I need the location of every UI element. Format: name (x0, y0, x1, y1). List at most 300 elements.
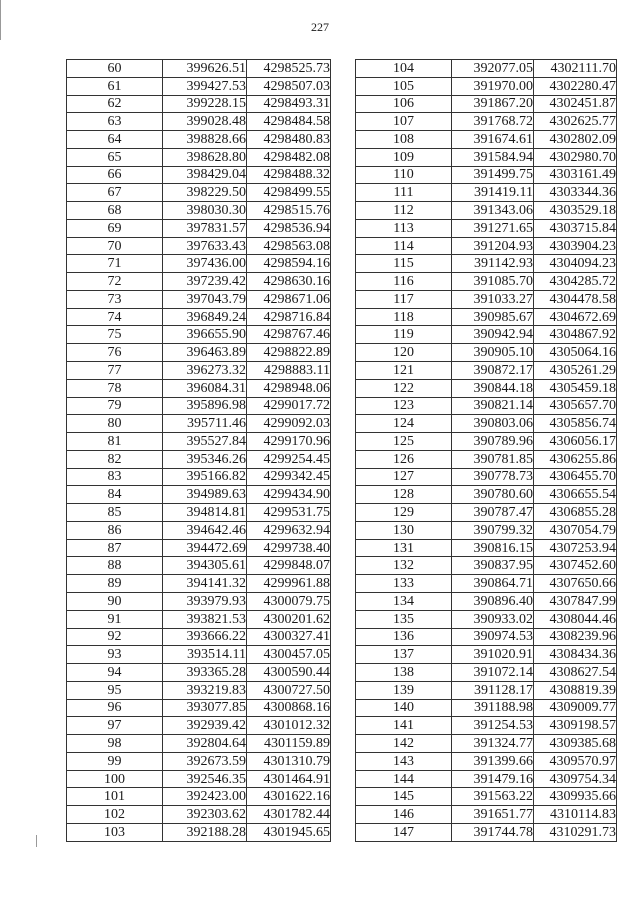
x-coordinate-cell: 393979.93 (163, 592, 247, 610)
y-coordinate-cell: 4303529.18 (534, 202, 617, 220)
table-row (67, 681, 331, 699)
point-number-cell: 142 (356, 735, 452, 753)
x-coordinate-cell: 391867.20 (452, 95, 534, 113)
x-coordinate-cell: 393514.11 (163, 646, 247, 664)
coordinate-table-right (355, 59, 617, 842)
x-coordinate-cell: 391499.75 (452, 166, 534, 184)
point-number-cell: 61 (67, 77, 163, 95)
point-number-cell: 109 (356, 148, 452, 166)
x-coordinate-cell: 398828.66 (163, 131, 247, 149)
x-coordinate-cell: 391324.77 (452, 735, 534, 753)
point-number-cell: 143 (356, 752, 452, 770)
table-row (356, 486, 617, 504)
table-row (67, 504, 331, 522)
x-coordinate-cell: 390942.94 (452, 326, 534, 344)
x-coordinate-cell: 390780.60 (452, 486, 534, 504)
table-row (356, 219, 617, 237)
table-row (67, 450, 331, 468)
point-number-cell: 82 (67, 450, 163, 468)
table-row (356, 131, 617, 149)
y-coordinate-cell: 4298480.83 (247, 131, 331, 149)
point-number-cell: 111 (356, 184, 452, 202)
x-coordinate-cell: 390821.14 (452, 397, 534, 415)
y-coordinate-cell: 4298594.16 (247, 255, 331, 273)
y-coordinate-cell: 4306855.28 (534, 504, 617, 522)
y-coordinate-cell: 4306056.17 (534, 433, 617, 451)
x-coordinate-cell: 394141.32 (163, 575, 247, 593)
table-row (67, 379, 331, 397)
x-coordinate-cell: 390799.32 (452, 521, 534, 539)
x-coordinate-cell: 395527.84 (163, 433, 247, 451)
point-number-cell: 131 (356, 539, 452, 557)
x-coordinate-cell: 392546.35 (163, 770, 247, 788)
table-row (356, 770, 617, 788)
x-coordinate-cell: 398429.04 (163, 166, 247, 184)
y-coordinate-cell: 4301622.16 (247, 788, 331, 806)
table-row (356, 415, 617, 433)
x-coordinate-cell: 392673.59 (163, 752, 247, 770)
table-row (67, 699, 331, 717)
y-coordinate-cell: 4298482.08 (247, 148, 331, 166)
y-coordinate-cell: 4303344.36 (534, 184, 617, 202)
y-coordinate-cell: 4308627.54 (534, 664, 617, 682)
y-coordinate-cell: 4298515.76 (247, 202, 331, 220)
y-coordinate-cell: 4304867.92 (534, 326, 617, 344)
y-coordinate-cell: 4309009.77 (534, 699, 617, 717)
table-row (67, 326, 331, 344)
table-row (356, 326, 617, 344)
x-coordinate-cell: 395166.82 (163, 468, 247, 486)
y-coordinate-cell: 4300079.75 (247, 592, 331, 610)
x-coordinate-cell: 392188.28 (163, 823, 247, 841)
x-coordinate-cell: 392303.62 (163, 806, 247, 824)
x-coordinate-cell: 397436.00 (163, 255, 247, 273)
y-coordinate-cell: 4300457.05 (247, 646, 331, 664)
x-coordinate-cell: 393821.53 (163, 610, 247, 628)
point-number-cell: 100 (67, 770, 163, 788)
point-number-cell: 65 (67, 148, 163, 166)
x-coordinate-cell: 391085.70 (452, 273, 534, 291)
x-coordinate-cell: 398229.50 (163, 184, 247, 202)
table-row (356, 681, 617, 699)
y-coordinate-cell: 4305856.74 (534, 415, 617, 433)
table-row (67, 95, 331, 113)
x-coordinate-cell: 390985.67 (452, 308, 534, 326)
table-row (356, 237, 617, 255)
y-coordinate-cell: 4310291.73 (534, 823, 617, 841)
point-number-cell: 126 (356, 450, 452, 468)
table-row (67, 575, 331, 593)
scan-edge-mark (36, 835, 37, 847)
point-number-cell: 88 (67, 557, 163, 575)
y-coordinate-cell: 4308044.46 (534, 610, 617, 628)
table-row (67, 752, 331, 770)
x-coordinate-cell: 391970.00 (452, 77, 534, 95)
x-coordinate-cell: 392939.42 (163, 717, 247, 735)
x-coordinate-cell: 391584.94 (452, 148, 534, 166)
point-number-cell: 84 (67, 486, 163, 504)
point-number-cell: 81 (67, 433, 163, 451)
point-number-cell: 62 (67, 95, 163, 113)
point-number-cell: 114 (356, 237, 452, 255)
y-coordinate-cell: 4298536.94 (247, 219, 331, 237)
table-row (356, 202, 617, 220)
x-coordinate-cell: 395346.26 (163, 450, 247, 468)
point-number-cell: 79 (67, 397, 163, 415)
table-row (356, 344, 617, 362)
point-number-cell: 77 (67, 362, 163, 380)
table-row (356, 557, 617, 575)
y-coordinate-cell: 4299342.45 (247, 468, 331, 486)
y-coordinate-cell: 4300201.62 (247, 610, 331, 628)
table-row (356, 735, 617, 753)
y-coordinate-cell: 4298563.08 (247, 237, 331, 255)
y-coordinate-cell: 4305657.70 (534, 397, 617, 415)
point-number-cell: 70 (67, 237, 163, 255)
point-number-cell: 115 (356, 255, 452, 273)
y-coordinate-cell: 4307253.94 (534, 539, 617, 557)
x-coordinate-cell: 399028.48 (163, 113, 247, 131)
x-coordinate-cell: 390803.06 (452, 415, 534, 433)
y-coordinate-cell: 4298948.06 (247, 379, 331, 397)
x-coordinate-cell: 394814.81 (163, 504, 247, 522)
table-row (67, 166, 331, 184)
point-number-cell: 112 (356, 202, 452, 220)
y-coordinate-cell: 4299531.75 (247, 504, 331, 522)
x-coordinate-cell: 391399.66 (452, 752, 534, 770)
x-coordinate-cell: 390781.85 (452, 450, 534, 468)
table-row (67, 664, 331, 682)
table-row (356, 113, 617, 131)
x-coordinate-cell: 394305.61 (163, 557, 247, 575)
x-coordinate-cell: 399228.15 (163, 95, 247, 113)
y-coordinate-cell: 4298671.06 (247, 290, 331, 308)
point-number-cell: 136 (356, 628, 452, 646)
table-row (356, 255, 617, 273)
x-coordinate-cell: 391343.06 (452, 202, 534, 220)
y-coordinate-cell: 4301310.79 (247, 752, 331, 770)
table-row (356, 592, 617, 610)
y-coordinate-cell: 4305261.29 (534, 362, 617, 380)
point-number-cell: 104 (356, 60, 452, 78)
y-coordinate-cell: 4299170.96 (247, 433, 331, 451)
point-number-cell: 89 (67, 575, 163, 593)
table-row (67, 273, 331, 291)
table-row (356, 717, 617, 735)
table-row (67, 770, 331, 788)
y-coordinate-cell: 4298484.58 (247, 113, 331, 131)
point-number-cell: 68 (67, 202, 163, 220)
table-row (67, 362, 331, 380)
point-number-cell: 93 (67, 646, 163, 664)
point-number-cell: 107 (356, 113, 452, 131)
y-coordinate-cell: 4301012.32 (247, 717, 331, 735)
table-row (356, 628, 617, 646)
x-coordinate-cell: 391142.93 (452, 255, 534, 273)
y-coordinate-cell: 4304672.69 (534, 308, 617, 326)
x-coordinate-cell: 393077.85 (163, 699, 247, 717)
y-coordinate-cell: 4303715.84 (534, 219, 617, 237)
x-coordinate-cell: 391651.77 (452, 806, 534, 824)
x-coordinate-cell: 391419.11 (452, 184, 534, 202)
table-row (67, 60, 331, 78)
y-coordinate-cell: 4309385.68 (534, 735, 617, 753)
table-row (67, 521, 331, 539)
y-coordinate-cell: 4298822.89 (247, 344, 331, 362)
point-number-cell: 102 (67, 806, 163, 824)
x-coordinate-cell: 396849.24 (163, 308, 247, 326)
table-row (67, 557, 331, 575)
y-coordinate-cell: 4298525.73 (247, 60, 331, 78)
point-number-cell: 74 (67, 308, 163, 326)
point-number-cell: 103 (67, 823, 163, 841)
y-coordinate-cell: 4308239.96 (534, 628, 617, 646)
point-number-cell: 66 (67, 166, 163, 184)
table-row (356, 699, 617, 717)
x-coordinate-cell: 391128.17 (452, 681, 534, 699)
y-coordinate-cell: 4306255.86 (534, 450, 617, 468)
table-row (356, 823, 617, 841)
point-number-cell: 92 (67, 628, 163, 646)
table-row (356, 362, 617, 380)
x-coordinate-cell: 393666.22 (163, 628, 247, 646)
y-coordinate-cell: 4301464.91 (247, 770, 331, 788)
point-number-cell: 113 (356, 219, 452, 237)
table-row (67, 308, 331, 326)
point-number-cell: 117 (356, 290, 452, 308)
table-row (356, 806, 617, 824)
table-row (356, 664, 617, 682)
x-coordinate-cell: 393365.28 (163, 664, 247, 682)
x-coordinate-cell: 394989.63 (163, 486, 247, 504)
point-number-cell: 116 (356, 273, 452, 291)
table-row (356, 752, 617, 770)
point-number-cell: 64 (67, 131, 163, 149)
x-coordinate-cell: 391020.91 (452, 646, 534, 664)
y-coordinate-cell: 4300590.44 (247, 664, 331, 682)
x-coordinate-cell: 391744.78 (452, 823, 534, 841)
table-row (356, 290, 617, 308)
table-row (67, 788, 331, 806)
point-number-cell: 124 (356, 415, 452, 433)
x-coordinate-cell: 390787.47 (452, 504, 534, 522)
coordinate-table-left (66, 59, 331, 842)
x-coordinate-cell: 390864.71 (452, 575, 534, 593)
point-number-cell: 97 (67, 717, 163, 735)
point-number-cell: 130 (356, 521, 452, 539)
point-number-cell: 67 (67, 184, 163, 202)
y-coordinate-cell: 4309935.66 (534, 788, 617, 806)
table-row (67, 628, 331, 646)
y-coordinate-cell: 4299254.45 (247, 450, 331, 468)
table-row (67, 202, 331, 220)
table-row (356, 433, 617, 451)
y-coordinate-cell: 4298716.84 (247, 308, 331, 326)
table-row (356, 610, 617, 628)
point-number-cell: 120 (356, 344, 452, 362)
y-coordinate-cell: 4298767.46 (247, 326, 331, 344)
table-row (67, 486, 331, 504)
point-number-cell: 105 (356, 77, 452, 95)
y-coordinate-cell: 4298507.03 (247, 77, 331, 95)
table-row (67, 646, 331, 664)
table-row (67, 184, 331, 202)
point-number-cell: 141 (356, 717, 452, 735)
table-row (67, 255, 331, 273)
point-number-cell: 145 (356, 788, 452, 806)
table-row (67, 806, 331, 824)
y-coordinate-cell: 4301945.65 (247, 823, 331, 841)
point-number-cell: 60 (67, 60, 163, 78)
y-coordinate-cell: 4305064.16 (534, 344, 617, 362)
y-coordinate-cell: 4302625.77 (534, 113, 617, 131)
point-number-cell: 129 (356, 504, 452, 522)
x-coordinate-cell: 394472.69 (163, 539, 247, 557)
point-number-cell: 69 (67, 219, 163, 237)
y-coordinate-cell: 4303161.49 (534, 166, 617, 184)
y-coordinate-cell: 4310114.83 (534, 806, 617, 824)
point-number-cell: 87 (67, 539, 163, 557)
table-row (356, 788, 617, 806)
x-coordinate-cell: 398030.30 (163, 202, 247, 220)
x-coordinate-cell: 391072.14 (452, 664, 534, 682)
table-row (356, 273, 617, 291)
x-coordinate-cell: 392804.64 (163, 735, 247, 753)
table-row (67, 131, 331, 149)
table-row (67, 237, 331, 255)
y-coordinate-cell: 4309570.97 (534, 752, 617, 770)
x-coordinate-cell: 391254.53 (452, 717, 534, 735)
table-row (356, 450, 617, 468)
point-number-cell: 146 (356, 806, 452, 824)
y-coordinate-cell: 4306455.70 (534, 468, 617, 486)
x-coordinate-cell: 391563.22 (452, 788, 534, 806)
y-coordinate-cell: 4307054.79 (534, 521, 617, 539)
table-row (67, 433, 331, 451)
x-coordinate-cell: 395711.46 (163, 415, 247, 433)
table-row (67, 415, 331, 433)
point-number-cell: 135 (356, 610, 452, 628)
x-coordinate-cell: 391204.93 (452, 237, 534, 255)
y-coordinate-cell: 4299848.07 (247, 557, 331, 575)
x-coordinate-cell: 398628.80 (163, 148, 247, 166)
x-coordinate-cell: 394642.46 (163, 521, 247, 539)
point-number-cell: 106 (356, 95, 452, 113)
point-number-cell: 122 (356, 379, 452, 397)
point-number-cell: 63 (67, 113, 163, 131)
point-number-cell: 78 (67, 379, 163, 397)
x-coordinate-cell: 392077.05 (452, 60, 534, 78)
x-coordinate-cell: 390778.73 (452, 468, 534, 486)
y-coordinate-cell: 4302980.70 (534, 148, 617, 166)
table-row (67, 717, 331, 735)
y-coordinate-cell: 4309198.57 (534, 717, 617, 735)
x-coordinate-cell: 397831.57 (163, 219, 247, 237)
y-coordinate-cell: 4298493.31 (247, 95, 331, 113)
point-number-cell: 140 (356, 699, 452, 717)
x-coordinate-cell: 397633.43 (163, 237, 247, 255)
table-row (67, 468, 331, 486)
y-coordinate-cell: 4299092.03 (247, 415, 331, 433)
x-coordinate-cell: 393219.83 (163, 681, 247, 699)
point-number-cell: 134 (356, 592, 452, 610)
table-row (356, 504, 617, 522)
x-coordinate-cell: 390896.40 (452, 592, 534, 610)
table-row (67, 735, 331, 753)
point-number-cell: 95 (67, 681, 163, 699)
point-number-cell: 71 (67, 255, 163, 273)
point-number-cell: 125 (356, 433, 452, 451)
x-coordinate-cell: 391479.16 (452, 770, 534, 788)
table-row (67, 539, 331, 557)
y-coordinate-cell: 4307452.60 (534, 557, 617, 575)
x-coordinate-cell: 391674.61 (452, 131, 534, 149)
table-row (67, 610, 331, 628)
x-coordinate-cell: 391271.65 (452, 219, 534, 237)
x-coordinate-cell: 397043.79 (163, 290, 247, 308)
y-coordinate-cell: 4299017.72 (247, 397, 331, 415)
table-row (356, 166, 617, 184)
table-row (356, 60, 617, 78)
y-coordinate-cell: 4304285.72 (534, 273, 617, 291)
point-number-cell: 86 (67, 521, 163, 539)
x-coordinate-cell: 392423.00 (163, 788, 247, 806)
table-row (356, 148, 617, 166)
x-coordinate-cell: 390872.17 (452, 362, 534, 380)
point-number-cell: 147 (356, 823, 452, 841)
point-number-cell: 128 (356, 486, 452, 504)
point-number-cell: 85 (67, 504, 163, 522)
point-number-cell: 101 (67, 788, 163, 806)
table-row (356, 468, 617, 486)
point-number-cell: 121 (356, 362, 452, 380)
y-coordinate-cell: 4300868.16 (247, 699, 331, 717)
y-coordinate-cell: 4299434.90 (247, 486, 331, 504)
y-coordinate-cell: 4299632.94 (247, 521, 331, 539)
table-row (67, 397, 331, 415)
table-row (67, 113, 331, 131)
point-number-cell: 137 (356, 646, 452, 664)
x-coordinate-cell: 390933.02 (452, 610, 534, 628)
point-number-cell: 132 (356, 557, 452, 575)
point-number-cell: 72 (67, 273, 163, 291)
x-coordinate-cell: 396084.31 (163, 379, 247, 397)
point-number-cell: 98 (67, 735, 163, 753)
table-row (67, 592, 331, 610)
point-number-cell: 75 (67, 326, 163, 344)
x-coordinate-cell: 391768.72 (452, 113, 534, 131)
y-coordinate-cell: 4300327.41 (247, 628, 331, 646)
point-number-cell: 127 (356, 468, 452, 486)
x-coordinate-cell: 390789.96 (452, 433, 534, 451)
x-coordinate-cell: 396273.32 (163, 362, 247, 380)
x-coordinate-cell: 395896.98 (163, 397, 247, 415)
x-coordinate-cell: 390844.18 (452, 379, 534, 397)
table-row (356, 77, 617, 95)
y-coordinate-cell: 4301159.89 (247, 735, 331, 753)
y-coordinate-cell: 4309754.34 (534, 770, 617, 788)
y-coordinate-cell: 4298499.55 (247, 184, 331, 202)
table-row (67, 219, 331, 237)
y-coordinate-cell: 4306655.54 (534, 486, 617, 504)
x-coordinate-cell: 390905.10 (452, 344, 534, 362)
point-number-cell: 110 (356, 166, 452, 184)
y-coordinate-cell: 4299961.88 (247, 575, 331, 593)
y-coordinate-cell: 4300727.50 (247, 681, 331, 699)
y-coordinate-cell: 4305459.18 (534, 379, 617, 397)
point-number-cell: 90 (67, 592, 163, 610)
x-coordinate-cell: 390974.53 (452, 628, 534, 646)
